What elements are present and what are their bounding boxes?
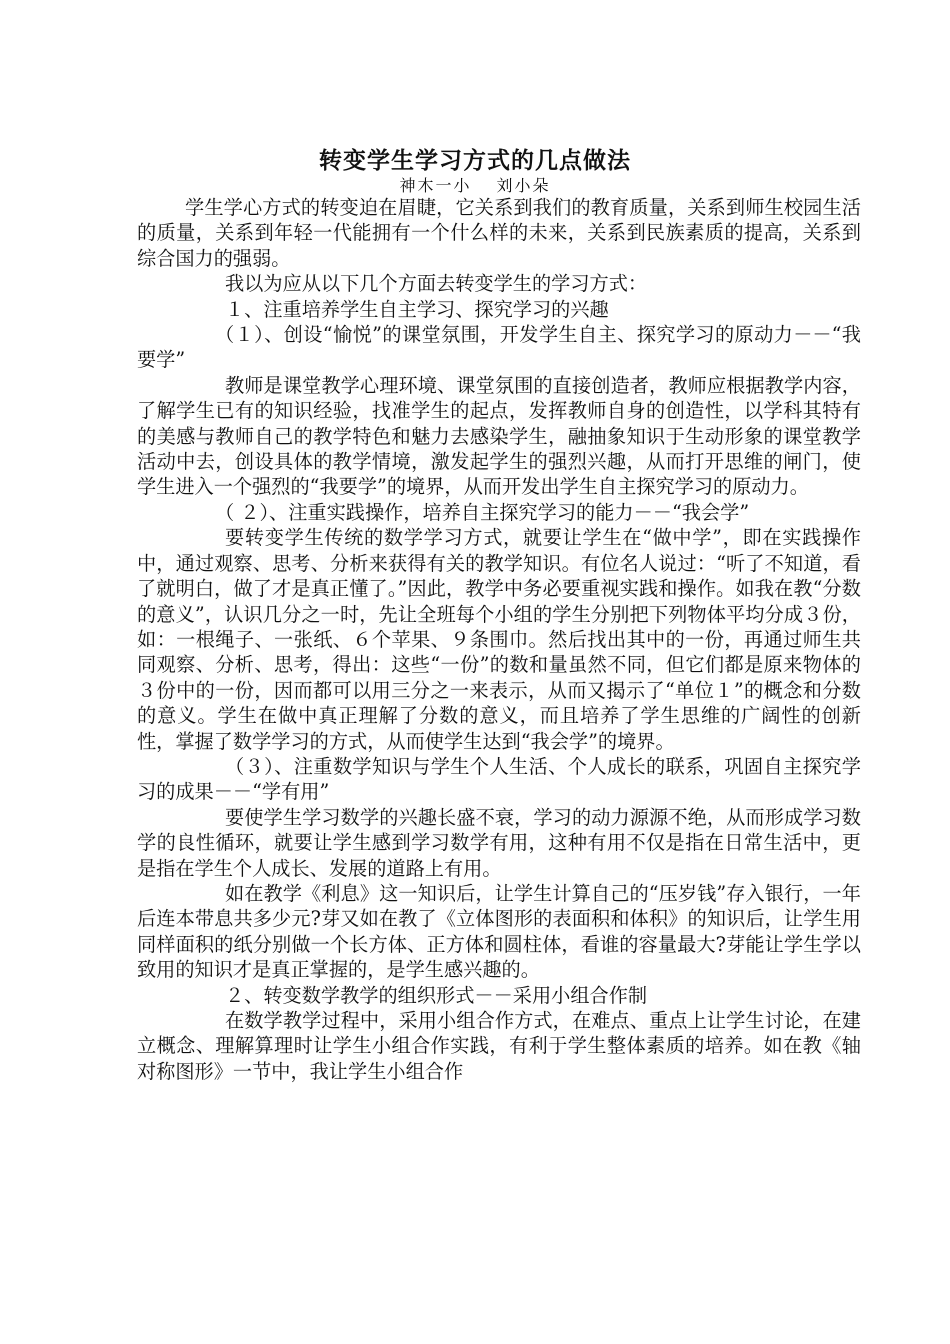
paragraph-1-2: 要转变学生传统的数学学习方式，就要让学生在“做中学”，即在实践操作中，通过观察、思考、分析来获得有关的教学知识。有位名人说过：“听了不知道，看了就明白，做了才是真正懂了。”因此，教学中务必要重视实践和操作。如我在教“分数的意义”，认识几分之一时，先让全班每个小组的学生分别把下列物体平均分成３份，如：一根绳子、一张纸、６个苹果、９条围巾。然后找出其中的一份，再通过师生共同观察、分析、思考，得出：这些“一份”的数和量虽然不同，但它们都是原来物体的３份中的一份，因而都可以用三分之一来表示，从而又揭示了“单位１”的概念和分数的意义。学生在做中真正理解了分数的意义，而且培养了学生思维的广阔性的创新性，掌握了数学学习的方式，从而使学生达到“我会学”的境界。	[137, 526, 861, 753]
paragraph-intro: 学生学心方式的转变迫在眉睫，它关系到我们的教育质量，关系到师生校园生活的质量，关系到年轻一代能拥有一个什么样的未来，关系到民族素质的提高，关系到综合国力的强弱。	[137, 196, 861, 270]
document-body	[137, 195, 861, 1084]
subheading-1-1: （１）、创设“愉悦”的课堂氛围，开发学生自主、探究学习的原动力－－“我要学”	[137, 323, 861, 372]
paragraph-overview: 我以为应从以下几个方面去转变学生的学习方式：	[225, 272, 648, 296]
document-title: 转变学生学习方式的几点做法	[319, 147, 631, 174]
paragraph-1-3a: 要使学生学习数学的兴趣长盛不衰，学习的动力源源不绝，从而形成学习数学的良性循环，就要让学生感到学习数学有用，这种有用不仅是指在日常生活中，更是指在学生个人成长、发展的道路上有用。	[137, 805, 861, 880]
paragraph-2: 在数学教学过程中，采用小组合作方式，在难点、重点上让学生讨论，在建立概念、理解算理时让学生小组合作实践，有利于学生整体素质的培养。如在教《轴对称图形》一节中，我让学生小组合作	[137, 1009, 861, 1083]
subheading-1-3: （３）、注重数学知识与学生个人生活、个人成长的联系，巩固自主探究学习的成果－－“学有用”	[137, 754, 861, 804]
section-heading-2: ２、转变数学教学的组织形式－－采用小组合作制	[225, 983, 648, 1007]
section-heading-1: １、注重培养学生自主学习、探究学习的兴趣	[225, 297, 609, 321]
document-author: 神木一小 刘小朵	[399, 176, 551, 195]
paragraph-1-3b: 如在教学《利息》这一知识后，让学生计算自己的“压岁钱”存入银行，一年后连本带息共多少元?芽又如在教了《立体图形的表面积和体积》的知识后，让学生用同样面积的纸分别做一个长方体、正方体和圆柱体，看谁的容量最大?芽能让学生学以致用的知识才是真正掌握的，是学生感兴趣的。	[137, 881, 861, 982]
paragraph-1-1: 教师是课堂教学心理环境、课堂氛围的直接创造者，教师应根据教学内容，了解学生已有的知识经验，找准学生的起点，发挥教师自身的创造性，以学科其特有的美感与教师自己的教学特色和魅力去感染学生，融抽象知识于生动形象的课堂教学活动中去，创设具体的教学情境，激发起学生的强烈兴趣，从而打开思维的闸门，使学生进入一个强烈的“我要学”的境界，从而开发出学生自主探究学习的原动力。	[137, 373, 861, 499]
subheading-1-2: （ ２）、注重实践操作，培养自主探究学习的能力－－“我会学”	[215, 500, 750, 524]
